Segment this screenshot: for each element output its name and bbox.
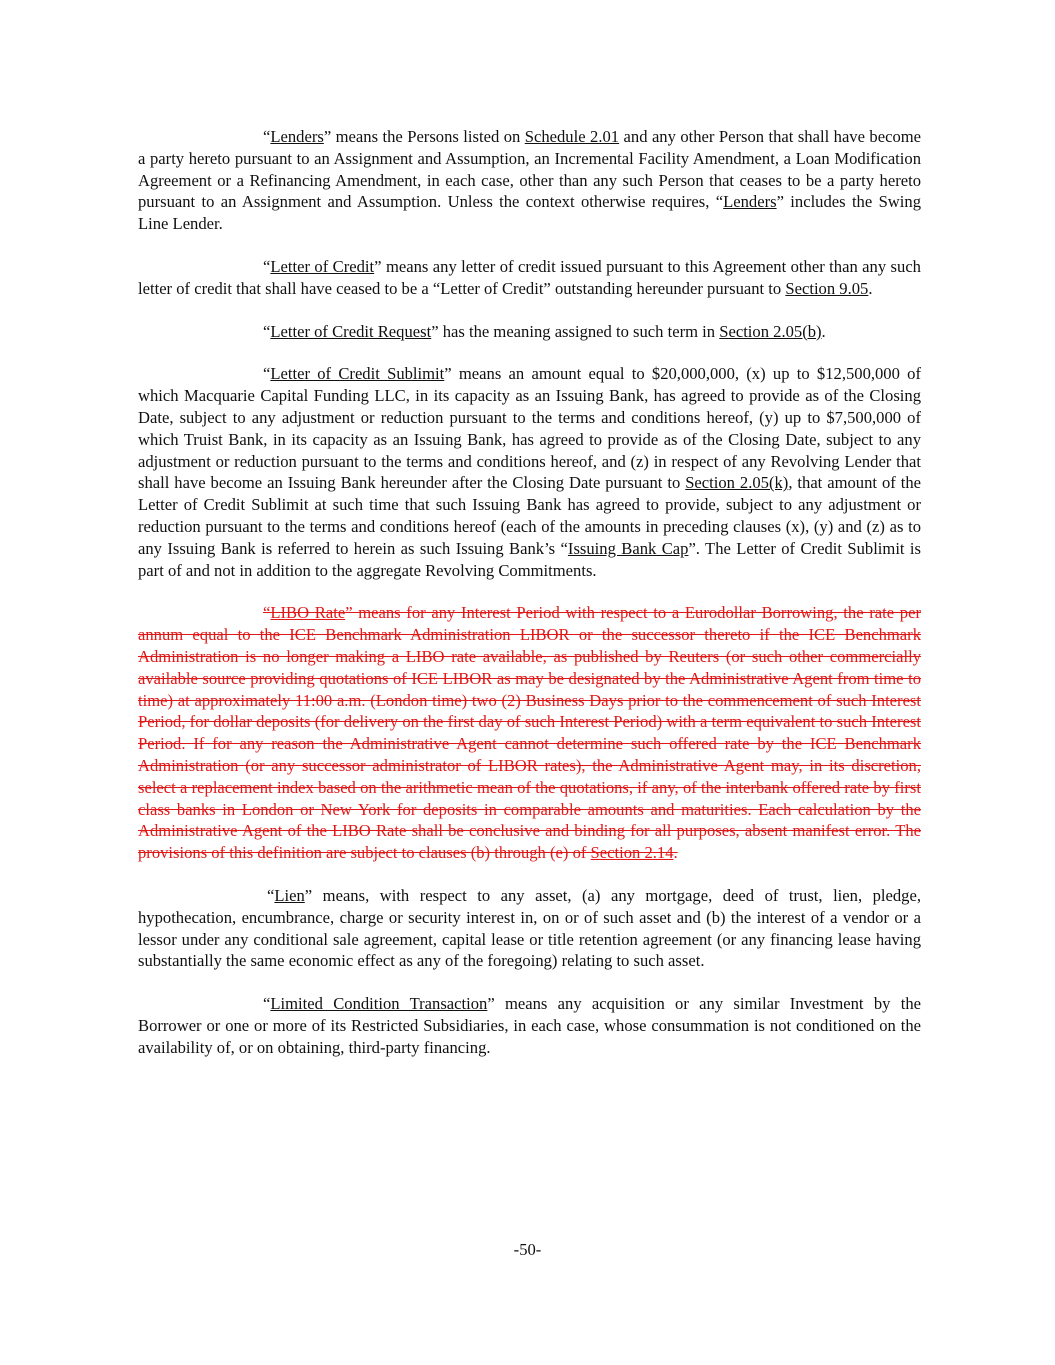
definition-text: . (821, 321, 826, 341)
open-quote: “ (267, 885, 275, 905)
definition-text: ” includes the Swing Line Lender. (138, 192, 921, 234)
defined-term-letter-of-credit: Letter of Credit (270, 256, 375, 276)
definition-text: ” means any letter of credit issued pursuant to this Agreement other than any such letter of credit that shall have ceased to be a “Letter of Credit” outstanding hereunder pursuant to (138, 256, 921, 298)
defined-term-lenders: Lenders (270, 127, 324, 146)
open-quote: “ (263, 127, 271, 146)
definition-lien (138, 885, 921, 972)
defined-term-letter-of-credit-sublimit: Letter of Credit Sublimit (270, 364, 445, 384)
deleted-text: . (673, 843, 678, 863)
defined-term-libo-rate: LIBO Rate (270, 603, 346, 623)
reference-section-2-05-b: Section 2.05(b) (719, 321, 822, 341)
definition-text: ” means an amount equal to $20,000,000, (x) up to $12,500,000 of which Macquarie Capital Funding LLC, in its capacity as an Issuing Bank, has agreed to provide as of the Closing Date, subject to any adjustment or reduction pursuant to the terms and conditions hereof, (y) up to $7,500,000 of which Truist Bank, in its capacity as an Issuing Bank, has agreed to provide as of the Closing Date, subject to any adjustment or reduction pursuant to the terms and conditions hereof, and (z) in respect of any Revolving Lender that shall have become an Issuing Bank hereunder after the Closing Date pursuant to (138, 364, 921, 493)
definition-text: ” has the meaning assigned to such term in (431, 321, 720, 341)
reference-schedule-2-01: Schedule 2.01 (524, 127, 620, 146)
definition-letter-of-credit-request (138, 321, 921, 343)
defined-term-lenders-2: Lenders (723, 192, 777, 212)
definition-limited-condition-transaction (138, 993, 921, 1058)
defined-term-limited-condition-transaction: Limited Condition Transaction (270, 994, 488, 1014)
deleted-definition-libo-rate (138, 602, 921, 864)
deleted-text: ” means for any Interest Period with respect to a Eurodollar Borrowing, the rate per annum equal to the ICE Benchmark Administration LIBOR or the successor thereto if the ICE Benchmark Administration is no longer making a LIBO rate available, as published by Reuters (or such other commercially available source providing quotations of ICE LIBOR as may be designated by the Administrative Agent from time to time) at approximately 11:00 a.m. (London time) two (2) Business Days prior to the commencement of such Interest Period, for dollar deposits (for delivery on the first day of such Interest Period) with a term equivalent to such Interest Period. If for any reason the Administrative Agent cannot determine such offered rate by the ICE Benchmark Administration (or any successor administrator of LIBOR rates), the Administrative Agent may, in its discretion, select a replacement index based on the arithmetic mean of the quotations, if any, of the interbank offered rate by first class banks in London or New York for deposits in comparable amounts and maturities. Each calculation by the Administrative Agent of the LIBO Rate shall be conclusive and binding for all purposes, absent manifest error. The provisions of this definition are subject to clauses (b) through (e) of (138, 603, 921, 863)
page-number: -50- (513, 1240, 542, 1259)
definition-letter-of-credit-sublimit (138, 363, 921, 581)
open-quote: “ (263, 603, 271, 623)
definition-text: ”. The Letter of Credit Sublimit is part of and not in addition to the aggregate Revolving Commitments. (138, 538, 922, 580)
definition-text: . (868, 278, 873, 298)
defined-term-letter-of-credit-request: Letter of Credit Request (270, 321, 432, 341)
definition-text: ” means, with respect to any asset, (a) any mortgage, deed of trust, lien, pledge, hypothecation, encumbrance, charge or security interest in, on or of such asset and (b) the interest of a vendor or a lessor under any conditional sale agreement, capital lease or title retention agreement (or any financing lease having substantially the same economic effect as any of the foregoing) relating to such asset. (138, 885, 921, 971)
definition-text: ” means any acquisition or any similar Investment by the Borrower or one or more of its Restricted Subsidiaries, in each case, whose consummation is not conditioned on the availability of, or on obtaining, third-party financing. (138, 994, 921, 1057)
open-quote: “ (263, 364, 271, 384)
open-quote: “ (263, 321, 271, 341)
definition-letter-of-credit (138, 256, 921, 300)
reference-section-2-14: Section 2.14 (590, 843, 674, 863)
open-quote: “ (263, 994, 271, 1014)
definition-lenders (138, 126, 921, 235)
definition-text: and any other Person that shall have become a party hereto pursuant to an Assignment and Assumption, an Incremental Facility Amendment, a Loan Modification Agreement or a Refinancing Amendment, in each case, other than any such Person that ceases to be a party hereto pursuant to an Assignment and Assumption. Unless the context otherwise requires, “ (138, 127, 922, 212)
defined-term-lien: Lien (274, 885, 305, 905)
reference-section-9-05: Section 9.05 (785, 278, 869, 298)
reference-section-2-05-k: Section 2.05(k) (685, 473, 789, 493)
definition-text: ” means the Persons listed on (323, 127, 525, 146)
definition-text: , that amount of the Letter of Credit Sublimit at such time that such Issuing Bank has agreed to provide, subject to any adjustment or reduction pursuant to the terms and conditions hereof (each of the amounts in preceding clauses (x), (y) and (z) as to any Issuing Bank is referred to herein as such Issuing Bank’s “ (138, 473, 921, 558)
document-body (138, 126, 921, 1058)
open-quote: “ (263, 256, 271, 276)
defined-term-issuing-bank-cap: Issuing Bank Cap (567, 538, 689, 558)
